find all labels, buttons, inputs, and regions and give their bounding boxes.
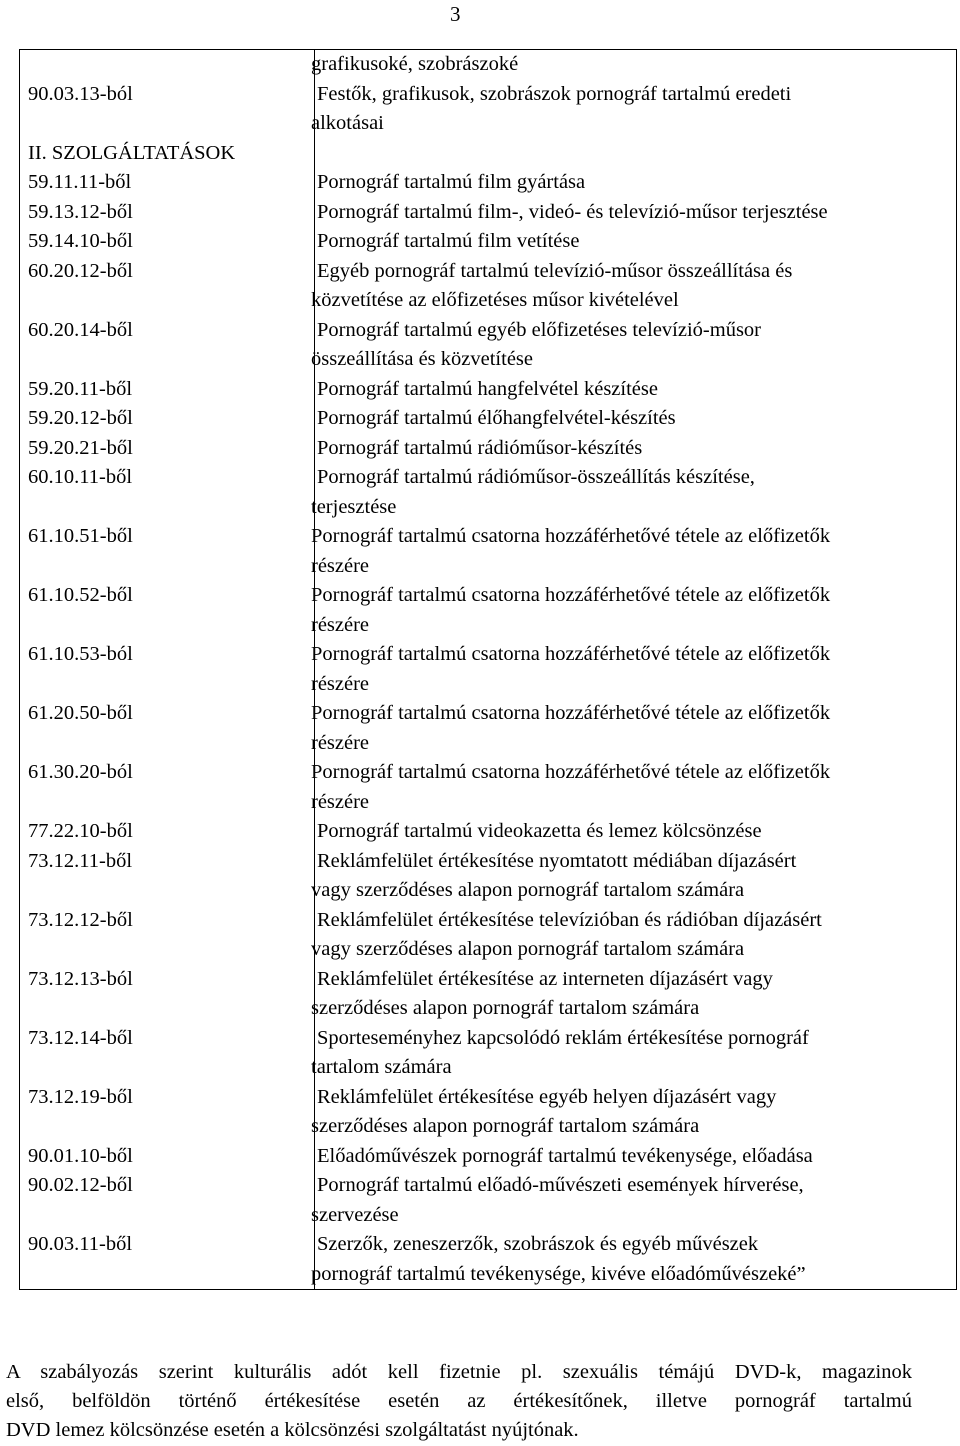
table-row (20, 198, 956, 228)
description-line: részére (311, 554, 370, 577)
activity-description (303, 404, 956, 434)
description-line: Előadóművészek pornográf tartalmú tevékenysége, előadása (317, 1144, 813, 1167)
activity-code: 73.12.19-ből (28, 1085, 133, 1108)
activity-description (303, 847, 956, 906)
table-body (20, 50, 956, 1289)
activity-code: 59.20.12-ből (28, 407, 133, 429)
description-line: részére (311, 790, 370, 813)
activity-description (303, 522, 956, 581)
activity-code: 59.13.12-ből (28, 200, 133, 223)
description-line: tartalom számára (311, 1056, 452, 1078)
description-line: Festők, grafikusok, szobrászok pornográf tartalmú eredeti (317, 82, 792, 105)
table-row (20, 227, 956, 257)
section-heading: II. SZOLGÁLTATÁSOK (28, 141, 236, 164)
activity-description (303, 1083, 956, 1142)
description-line: Reklámfelület értékesítése az interneten díjazásért vagy (317, 967, 773, 990)
description-line: összeállítása és közvetítése (311, 348, 533, 370)
activity-code: 59.11.11-ből (28, 171, 132, 193)
table-row (20, 699, 956, 758)
activity-code: 60.10.11-ből (28, 466, 133, 488)
activity-code: 61.10.53-ból (28, 643, 133, 665)
description-line: Pornográf tartalmú csatorna hozzáférhetővé tétele az előfizetők (311, 702, 831, 724)
activity-code: 73.12.11-ből (28, 849, 133, 872)
activity-description (303, 699, 956, 758)
description-line: Sporteseményhez kapcsolódó reklám értékesítése pornográf (317, 1026, 809, 1049)
description-line: Szerzők, zeneszerzők, szobrászok és egyéb művészek (317, 1233, 759, 1255)
activity-code: 61.10.51-ből (28, 525, 133, 547)
activity-code: 61.20.50-ből (28, 702, 133, 724)
activity-code (20, 50, 303, 80)
table-row (20, 257, 956, 316)
table-row (20, 168, 956, 198)
table-row (20, 1083, 956, 1142)
description-line: Pornográf tartalmú előadó-művészeti események hírverése, (317, 1174, 804, 1196)
description-line: terjesztése (311, 495, 397, 518)
description-line: Egyéb pornográf tartalmú televízió-műsor összeállítása és (317, 259, 793, 282)
footer-line: A szabályozás szerint kulturális adót kell fizetnie pl. szexuális témájú DVD-k, magazinok (6, 1361, 912, 1383)
activity-description (303, 906, 956, 965)
activity-code: 59.20.11-ből (28, 377, 133, 400)
activity-description (303, 1230, 956, 1289)
activity-code: 60.20.12-ből (28, 259, 133, 282)
description-line: részére (311, 613, 370, 636)
page-number: 3 (450, 2, 461, 26)
activity-code: 73.12.14-ből (28, 1026, 133, 1049)
activity-description (303, 168, 956, 198)
description-line: vagy szerződéses alapon pornográf tartalom számára (311, 879, 745, 901)
footer-paragraph (6, 1358, 912, 1445)
description-line: grafikusoké, szobrászoké (311, 53, 519, 75)
description-line: Pornográf tartalmú film vetítése (317, 230, 580, 252)
section-heading-row (20, 139, 956, 169)
table-row (20, 434, 956, 464)
activity-description (303, 434, 956, 464)
activity-description (303, 1142, 956, 1172)
description-line: Pornográf tartalmú csatorna hozzáférhetővé tétele az előfizetők (311, 525, 831, 547)
activity-code: 73.12.13-ból (28, 967, 133, 990)
activity-description (303, 581, 956, 640)
activity-code: 60.20.14-ből (28, 318, 133, 341)
description-line: szerződéses alapon pornográf tartalom számára (311, 997, 700, 1019)
description-line: Pornográf tartalmú élőhangfelvétel-készítés (317, 407, 676, 429)
activity-description (303, 198, 956, 228)
table-row (20, 1171, 956, 1230)
activity-description (303, 965, 956, 1024)
activity-code: 77.22.10-ből (28, 820, 133, 842)
activity-description (303, 817, 956, 847)
description-line: Pornográf tartalmú rádióműsor-összeállítás készítése, (317, 466, 755, 488)
activity-description (303, 80, 956, 139)
table-row (20, 906, 956, 965)
description-line: Pornográf tartalmú csatorna hozzáférhetővé tétele az előfizetők (311, 584, 831, 606)
description-line: részére (311, 672, 370, 695)
activity-code: 90.03.11-ből (28, 1233, 133, 1255)
description-line: szervezése (311, 1203, 399, 1226)
activity-code: 90.01.10-ből (28, 1144, 133, 1167)
activity-code: 90.03.13-ból (28, 82, 133, 105)
table-row (20, 80, 956, 139)
description-line: Pornográf tartalmú csatorna hozzáférhetővé tétele az előfizetők (311, 761, 831, 783)
activity-code: 73.12.12-ből (28, 908, 133, 931)
activity-description (303, 375, 956, 405)
activity-description (303, 1024, 956, 1083)
description-line: pornográf tartalmú tevékenysége, kivéve előadóművészeké” (311, 1262, 806, 1285)
description-line: Pornográf tartalmú film gyártása (317, 171, 586, 193)
footer-line: első, belföldön történő értékesítése esetén az értékesítőnek, illetve pornográf tartalmú (6, 1390, 912, 1412)
activity-description (303, 463, 956, 522)
description-line: Pornográf tartalmú rádióműsor-készítés (317, 436, 643, 459)
table-row (20, 817, 956, 847)
table-row (20, 50, 956, 80)
activity-code: 61.30.20-ból (28, 761, 133, 783)
description-line: Reklámfelület értékesítése nyomtatott médiában díjazásért (317, 849, 797, 872)
description-line: vagy szerződéses alapon pornográf tartalom számára (311, 938, 745, 960)
activity-description (303, 640, 956, 699)
description-line: részére (311, 731, 370, 754)
activity-code-table (19, 49, 957, 1290)
activity-description (303, 316, 956, 375)
activity-code: 59.14.10-ből (28, 230, 133, 252)
table-row (20, 375, 956, 405)
activity-code: 61.10.52-ből (28, 584, 133, 606)
activity-description (303, 50, 956, 80)
description-line: Reklámfelület értékesítése egyéb helyen díjazásért vagy (317, 1085, 777, 1108)
description-line: Pornográf tartalmú hangfelvétel készítése (317, 377, 658, 400)
activity-description (303, 257, 956, 316)
description-line: Pornográf tartalmú csatorna hozzáférhetővé tétele az előfizetők (311, 643, 831, 665)
description-line: közvetítése az előfizetéses műsor kivételével (311, 289, 679, 311)
activity-code: 90.02.12-ből (28, 1174, 133, 1196)
table-row (20, 581, 956, 640)
table-row (20, 463, 956, 522)
table-row (20, 404, 956, 434)
table-row (20, 847, 956, 906)
table-row (20, 1024, 956, 1083)
activity-code: 59.20.21-ből (28, 436, 133, 459)
table-row (20, 1230, 956, 1289)
table-row (20, 758, 956, 817)
description-line: Reklámfelület értékesítése televízióban és rádióban díjazásért (317, 908, 822, 931)
description-line: Pornográf tartalmú egyéb előfizetéses televízió-műsor (317, 318, 762, 341)
activity-description (303, 758, 956, 817)
description-line: alkotásai (311, 112, 384, 134)
activity-description (303, 1171, 956, 1230)
description-line: Pornográf tartalmú videokazetta és lemez kölcsönzése (317, 820, 762, 842)
table-row (20, 1142, 956, 1172)
footer-line: DVD lemez kölcsönzése esetén a kölcsönzési szolgáltatást nyújtónak. (6, 1419, 579, 1441)
table-row (20, 316, 956, 375)
description-line: Pornográf tartalmú film-, videó- és televízió-műsor terjesztése (317, 200, 828, 223)
table-row (20, 965, 956, 1024)
activity-description (303, 227, 956, 257)
table-row (20, 522, 956, 581)
description-line: szerződéses alapon pornográf tartalom számára (311, 1115, 700, 1137)
table-row (20, 640, 956, 699)
